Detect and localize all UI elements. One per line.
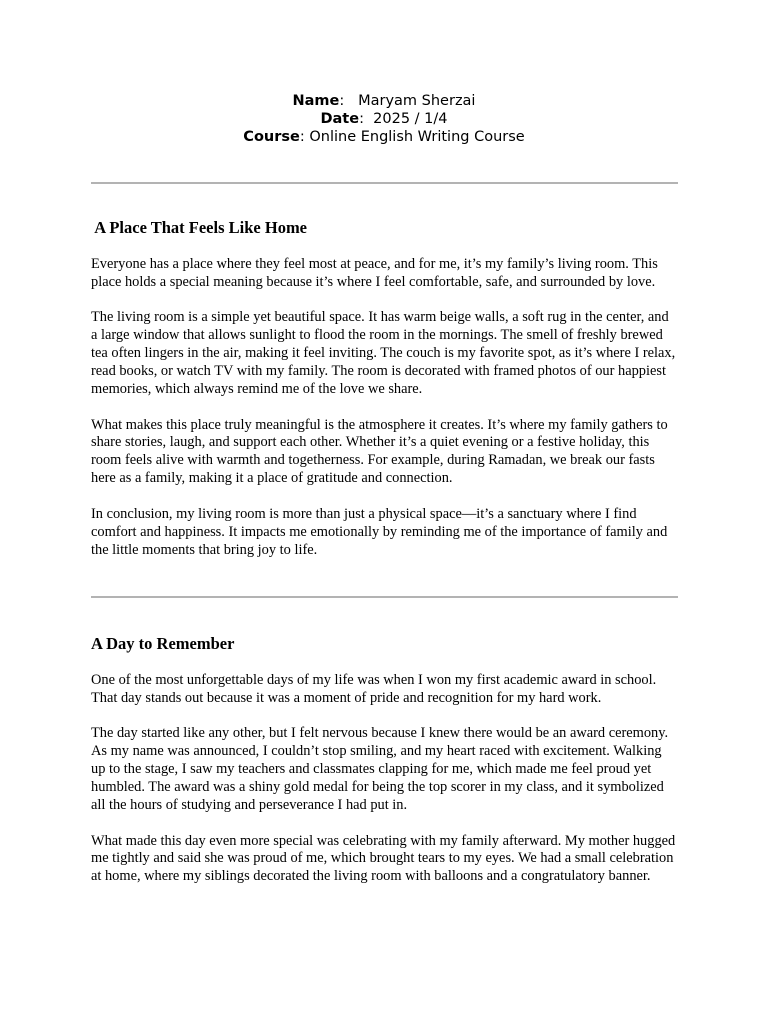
essay-paragraph: What made this day even more special was celebrating with my family afterward. My mother hugged me tightly and said she was proud of me, which brought tears to my eyes. We had a small celebration at home, where my siblings decorated the living room with balloons and a congratulatory banner. — [91, 832, 676, 885]
date-line — [0, 110, 768, 128]
essay-paragraph: Everyone has a place where they feel most at peace, and for me, it’s my family’s living room. This place holds a special meaning because it’s where I feel comfortable, safe, and surrounded by love. — [91, 256, 658, 290]
essay-title: A Place That Feels Like Home — [91, 218, 308, 237]
student-info-header — [0, 92, 768, 146]
divider-middle — [91, 596, 678, 598]
essay-paragraph: The living room is a simple yet beautiful space. It has warm beige walls, a soft rug in the center, and a large window that allows sunlight to flood the room in the mornings. The smell of freshly brewed tea often lingers in the air, making it feel inviting. The couch is my favorite spot, as it’s where I relax, read books, or watch TV with my family. The room is decorated with framed photos of our happiest memories, which always remind me of the love we share. — [91, 309, 676, 398]
essay-title: A Day to Remember — [91, 634, 235, 653]
essay-paragraph: The day started like any other, but I felt nervous because I knew there would be an award ceremony. As my name was announced, I couldn’t stop smiling, and my heart raced with excitement. Walking up to the stage, I saw my teachers and classmates clapping for me, which made me feel proud yet humbled. The award was a shiny gold medal for being the top scorer in my class, and it symbolized all the hours of studying and perseverance I had put in. — [91, 725, 669, 814]
divider-top — [91, 182, 678, 184]
course-label: Course — [243, 129, 300, 145]
essay-day-remember — [91, 634, 678, 886]
date-label: Date — [320, 111, 360, 127]
name-line — [0, 92, 768, 110]
essay-place-home — [91, 218, 678, 559]
essay-paragraph: What makes this place truly meaningful is the atmosphere it creates. It’s where my family gathers to share stories, laugh, and support each other. Whether it’s a quiet evening or a festive holiday, this room feels alive with warmth and togetherness. For example, during Ramadan, we break our fasts here as a family, making it a place of gratitude and connection. — [91, 416, 668, 487]
course-line — [0, 128, 768, 146]
name-value: : Maryam Sherzai — [339, 93, 476, 109]
date-value: : 2025 / 1/4 — [359, 111, 448, 127]
name-label: Name — [292, 93, 340, 109]
essay-paragraph: In conclusion, my living room is more than just a physical space—it’s a sanctuary where I find comfort and happiness. It impacts me emotionally by reminding me of the importance of family and the little moments that bring joy to life. — [91, 505, 668, 558]
essay-paragraph: One of the most unforgettable days of my life was when I won my first academic award in school. That day stands out because it was a moment of pride and recognition for my hard work. — [91, 672, 657, 706]
course-value: : Online English Writing Course — [299, 129, 525, 145]
